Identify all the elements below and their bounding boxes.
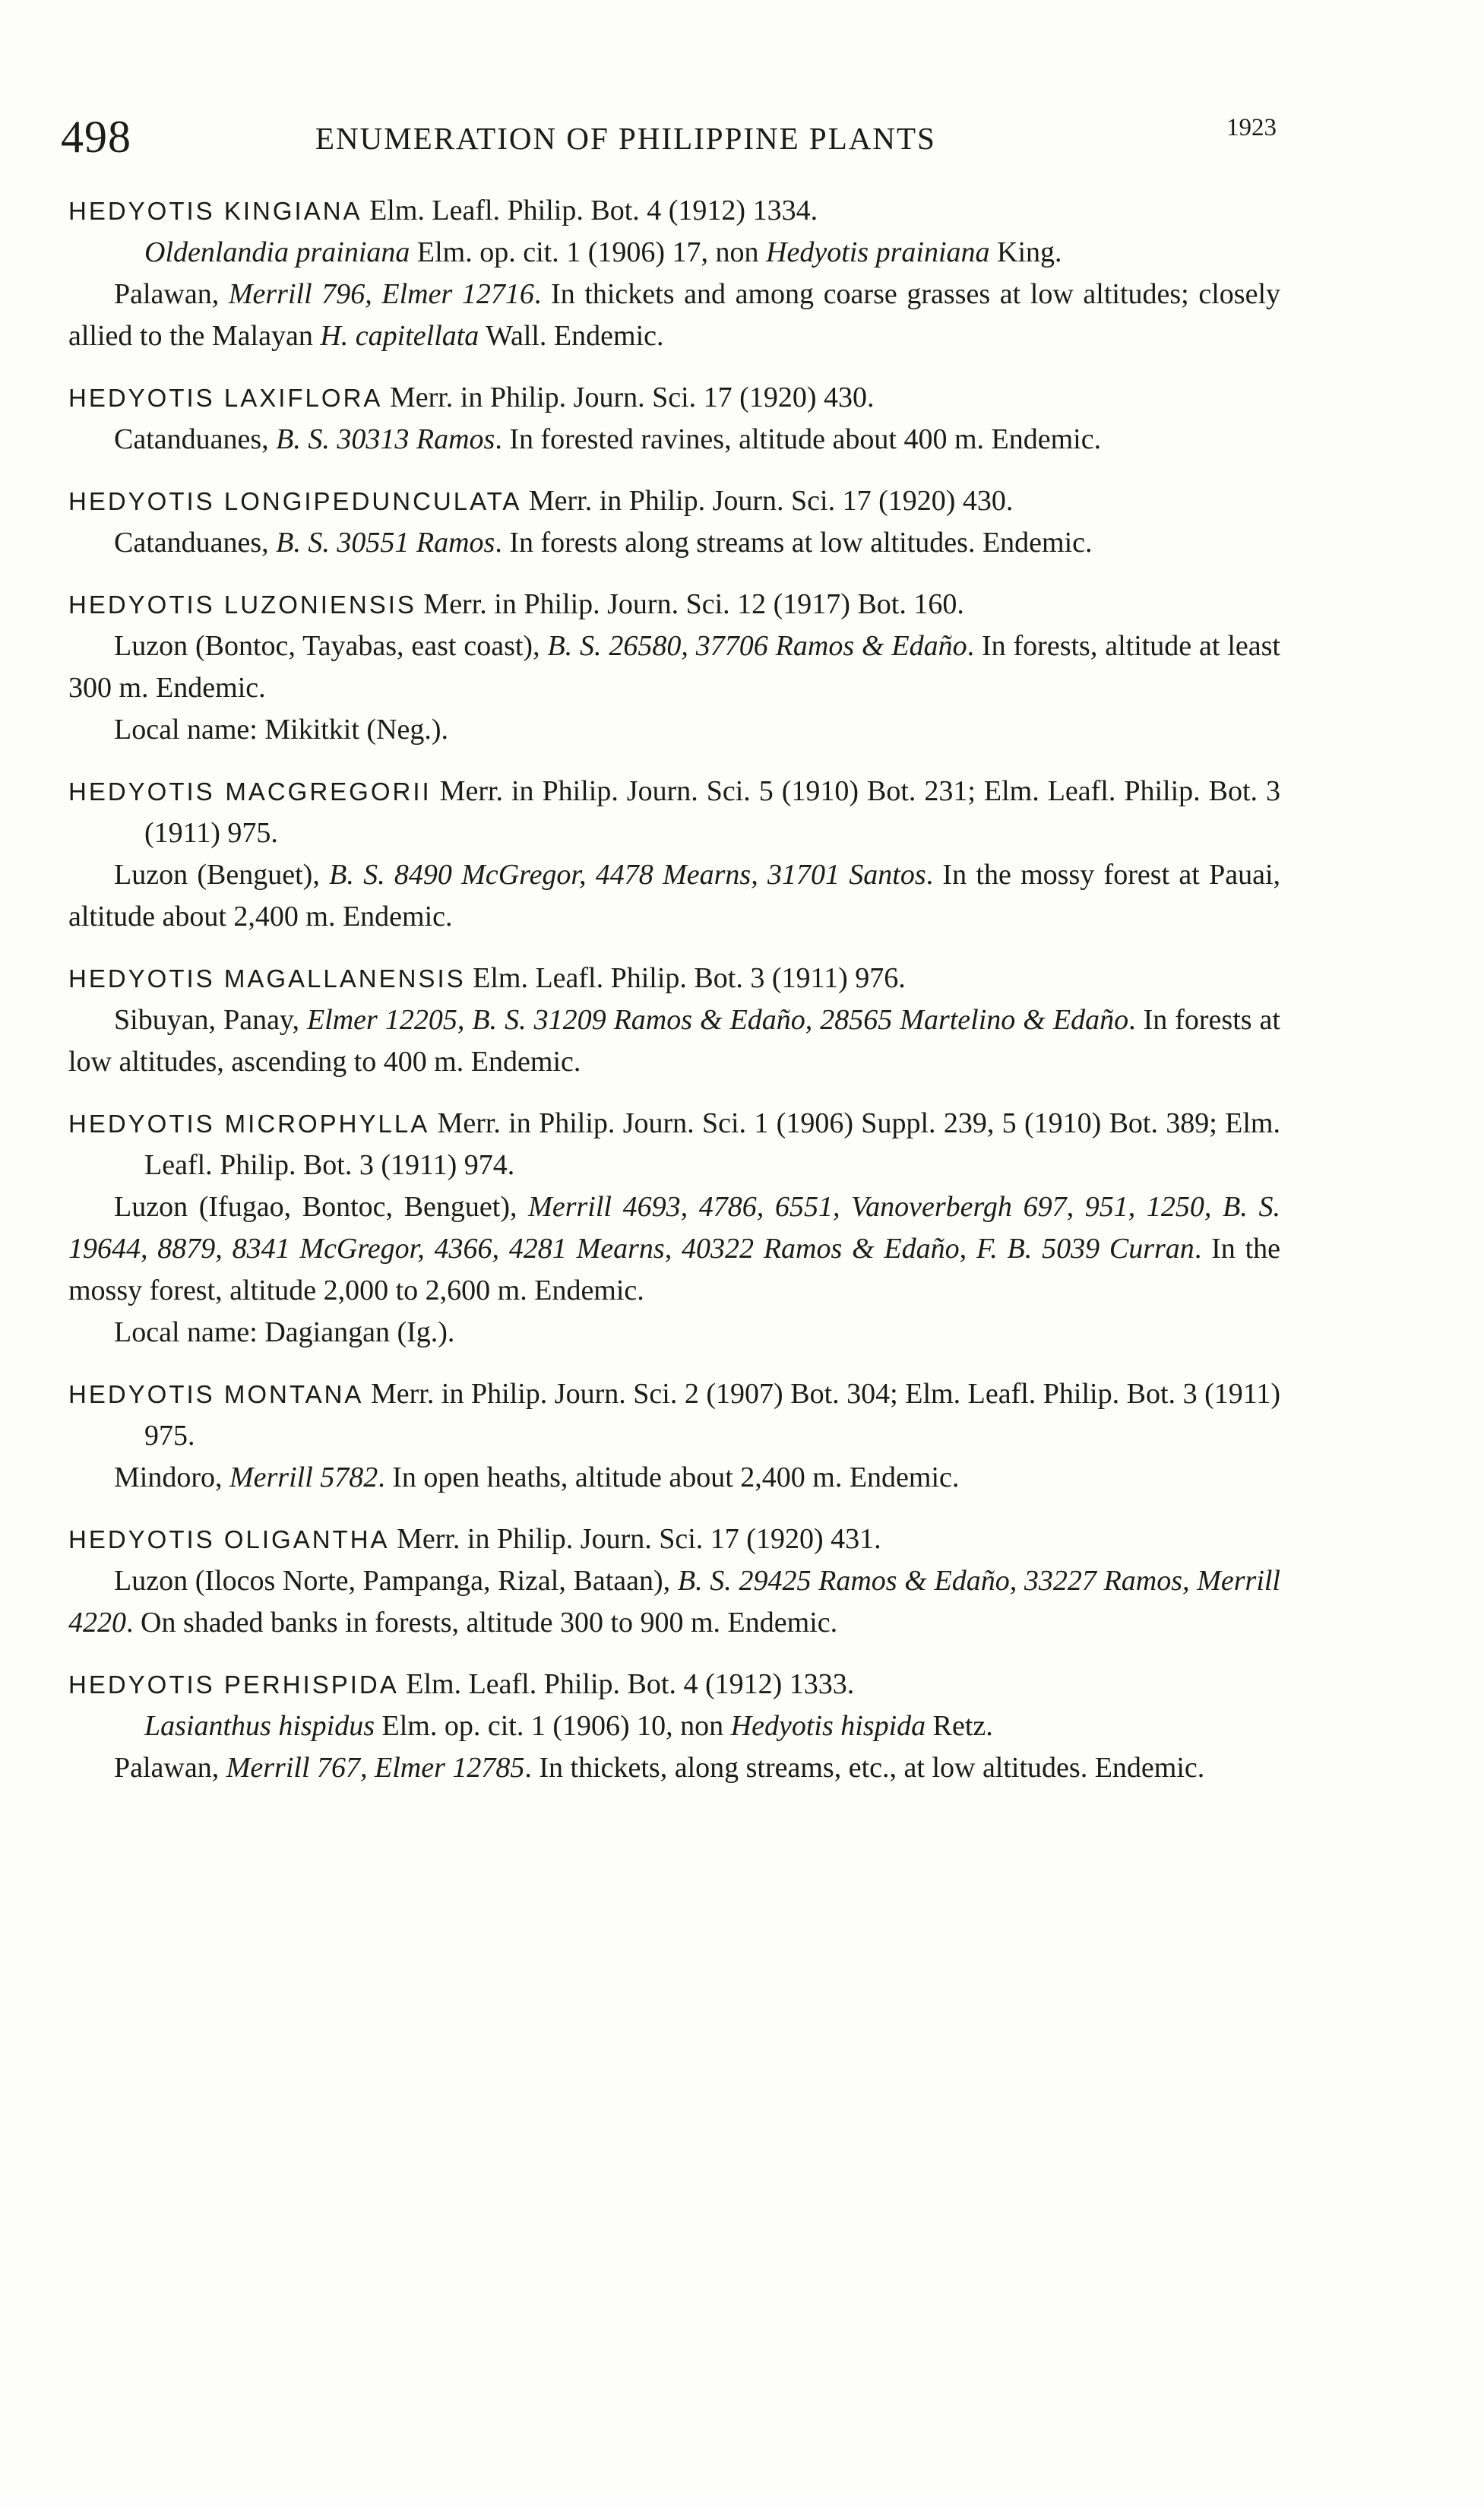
distribution-paragraph: [68, 1747, 1280, 1789]
species-entry: [68, 1664, 1280, 1789]
locality: Luzon (Bontoc, Tayabas, east coast),: [114, 630, 548, 662]
collectors: Merrill 767, Elmer 12785: [226, 1752, 525, 1784]
species-citation: Elm. Leafl. Philip. Bot. 4 (1912) 1334.: [362, 195, 818, 226]
collectors: Merrill 4693, 4786, 6551, Vanoverbergh 697, 951, 1250, B. S. 19644, 8879, 8341 McGregor, 4366, 4281 Mearns, 40322 Ramos & Edaño, F. B. 5039 Curran: [68, 1191, 1280, 1265]
species-name: HEDYOTIS MONTANA: [68, 1380, 364, 1408]
distribution-paragraph: [68, 1186, 1280, 1312]
species-entry: [68, 584, 1280, 751]
species-heading: [68, 1518, 1280, 1560]
species-name: HEDYOTIS MICROPHYLLA: [68, 1110, 430, 1138]
related-species: H. capitellata: [320, 320, 479, 352]
species-citation: Merr. in Philip. Journ. Sci. 12 (1917) Bot. 160.: [416, 588, 964, 620]
species-entry: [68, 480, 1280, 564]
species-entry: [68, 190, 1280, 357]
synonym-name: Lasianthus hispidus: [144, 1710, 375, 1742]
species-citation: Elm. Leafl. Philip. Bot. 4 (1912) 1333.: [398, 1668, 855, 1700]
distribution-paragraph: [68, 419, 1280, 461]
local-name: Local name: Mikitkit (Neg.).: [114, 714, 449, 746]
species-citation: Merr. in Philip. Journ. Sci. 17 (1920) 430.: [382, 382, 875, 413]
species-heading: [68, 771, 1280, 854]
distribution-paragraph: [68, 1457, 1280, 1499]
collectors: B. S. 8490 McGregor, 4478 Mearns, 31701 Santos: [329, 859, 926, 891]
species-heading: [68, 1664, 1280, 1705]
habitat-note: . In open heaths, altitude about 2,400 m. Endemic.: [378, 1461, 960, 1493]
species-name: HEDYOTIS LONGIPEDUNCULATA: [68, 487, 522, 515]
species-heading: [68, 1373, 1280, 1457]
locality: Catanduanes,: [114, 423, 277, 455]
species-entry: [68, 377, 1280, 461]
locality: Sibuyan, Panay,: [114, 1004, 307, 1036]
synonym-citation: Elm. op. cit. 1 (1906) 17, non: [410, 236, 767, 268]
species-heading: [68, 377, 1280, 419]
page-header: [61, 106, 1277, 167]
habitat-note: . In forests, altitude at least 300 m. Endemic.: [68, 630, 1280, 704]
species-name: HEDYOTIS OLIGANTHA: [68, 1525, 390, 1553]
locality: Palawan,: [114, 278, 229, 310]
habitat-note: . In forests along streams at low altitudes. Endemic.: [495, 527, 1093, 559]
species-entry: [68, 958, 1280, 1083]
species-citation: Merr. in Philip. Journ. Sci. 17 (1920) 430.: [521, 485, 1014, 517]
distribution-paragraph: [68, 854, 1280, 938]
header-year: 1923: [1226, 114, 1277, 141]
collectors: B. S. 30551 Ramos: [276, 527, 495, 559]
distribution-paragraph: [68, 522, 1280, 564]
collectors: Merrill 796, Elmer 12716: [228, 278, 534, 310]
species-citation: Merr. in Philip. Journ. Sci. 2 (1907) Bot. 304; Elm. Leafl. Philip. Bot. 3 (1911) 975.: [144, 1378, 1280, 1452]
distribution-paragraph: [68, 274, 1280, 357]
habitat-note: . In thickets and among coarse grasses at low altitudes; closely allied to the Malayan: [68, 278, 1280, 352]
synonym-other-name: Hedyotis hispida: [730, 1710, 926, 1742]
locality: Mindoro,: [114, 1461, 229, 1493]
species-heading: [68, 584, 1280, 625]
distribution-paragraph: [68, 625, 1280, 709]
species-heading: [68, 480, 1280, 522]
collectors: B. S. 29425 Ramos & Edaño, 33227 Ramos, Merrill 4220: [68, 1565, 1280, 1639]
species-citation: Merr. in Philip. Journ. Sci. 5 (1910) Bot. 231; Elm. Leafl. Philip. Bot. 3 (1911) 975.: [144, 775, 1280, 849]
species-name: HEDYOTIS LAXIFLORA: [68, 384, 383, 412]
synonym-citation: Elm. op. cit. 1 (1906) 10, non: [375, 1710, 731, 1742]
page-body: [68, 190, 1280, 1809]
habitat-note: . In forested ravines, altitude about 400 m. Endemic.: [495, 423, 1102, 455]
species-heading: [68, 958, 1280, 999]
page-number: 498: [61, 112, 131, 162]
locality: Luzon (Benguet),: [114, 859, 330, 891]
synonym-author: Retz.: [926, 1710, 993, 1742]
locality: Luzon (Ifugao, Bontoc, Benguet),: [114, 1191, 529, 1223]
collectors: Elmer 12205, B. S. 31209 Ramos & Edaño, 28565 Martelino & Edaño: [306, 1004, 1129, 1036]
species-heading: [68, 1103, 1280, 1186]
species-name: HEDYOTIS PERHISPIDA: [68, 1670, 399, 1699]
species-entry: [68, 1373, 1280, 1499]
locality: Catanduanes,: [114, 527, 277, 559]
synonym-line: [68, 1705, 1280, 1747]
species-citation: Merr. in Philip. Journ. Sci. 17 (1920) 431.: [389, 1523, 881, 1555]
collectors: B. S. 26580, 37706 Ramos & Edaño: [547, 630, 967, 662]
local-name: Local name: Dagiangan (Ig.).: [114, 1316, 455, 1348]
habitat-note: . On shaded banks in forests, altitude 300 to 900 m. Endemic.: [126, 1607, 838, 1639]
species-name: HEDYOTIS LUZONIENSIS: [68, 591, 416, 619]
locality: Palawan,: [114, 1752, 226, 1784]
synonym-name: Oldenlandia prainiana: [144, 236, 410, 268]
synonym-line: [68, 232, 1280, 274]
species-citation: Elm. Leafl. Philip. Bot. 3 (1911) 976.: [465, 962, 906, 994]
synonym-other-name: Hedyotis prainiana: [766, 236, 990, 268]
habitat-note: . In the mossy forest at Pauai, altitude about 2,400 m. Endemic.: [68, 859, 1280, 933]
species-entry: [68, 1103, 1280, 1354]
distribution-paragraph: [68, 999, 1280, 1083]
synonym-author: King.: [989, 236, 1062, 268]
species-citation: Merr. in Philip. Journ. Sci. 1 (1906) Suppl. 239, 5 (1910) Bot. 389; Elm. Leafl. Philip. Bot. 3 (1911) 974.: [144, 1107, 1280, 1181]
distribution-paragraph: [68, 1560, 1280, 1644]
species-entry: [68, 771, 1280, 938]
habitat-note: . In forests at low altitudes, ascending to 400 m. Endemic.: [68, 1004, 1280, 1078]
species-heading: [68, 190, 1280, 232]
habitat-note: . In the mossy forest, altitude 2,000 to 2,600 m. Endemic.: [68, 1233, 1280, 1306]
species-entry: [68, 1518, 1280, 1644]
species-name: HEDYOTIS KINGIANA: [68, 197, 362, 225]
species-name: HEDYOTIS MAGALLANENSIS: [68, 964, 466, 993]
habitat-note: . In thickets, along streams, etc., at low altitudes. Endemic.: [524, 1752, 1205, 1784]
species-name: HEDYOTIS MACGREGORII: [68, 777, 432, 806]
collectors: B. S. 30313 Ramos: [276, 423, 495, 455]
habitat-note-end: Wall. Endemic.: [479, 320, 664, 352]
locality: Luzon (Ilocos Norte, Pampanga, Rizal, Bataan),: [114, 1565, 678, 1597]
running-title: ENUMERATION OF PHILIPPINE PLANTS: [315, 121, 936, 156]
collectors: Merrill 5782: [229, 1461, 378, 1493]
